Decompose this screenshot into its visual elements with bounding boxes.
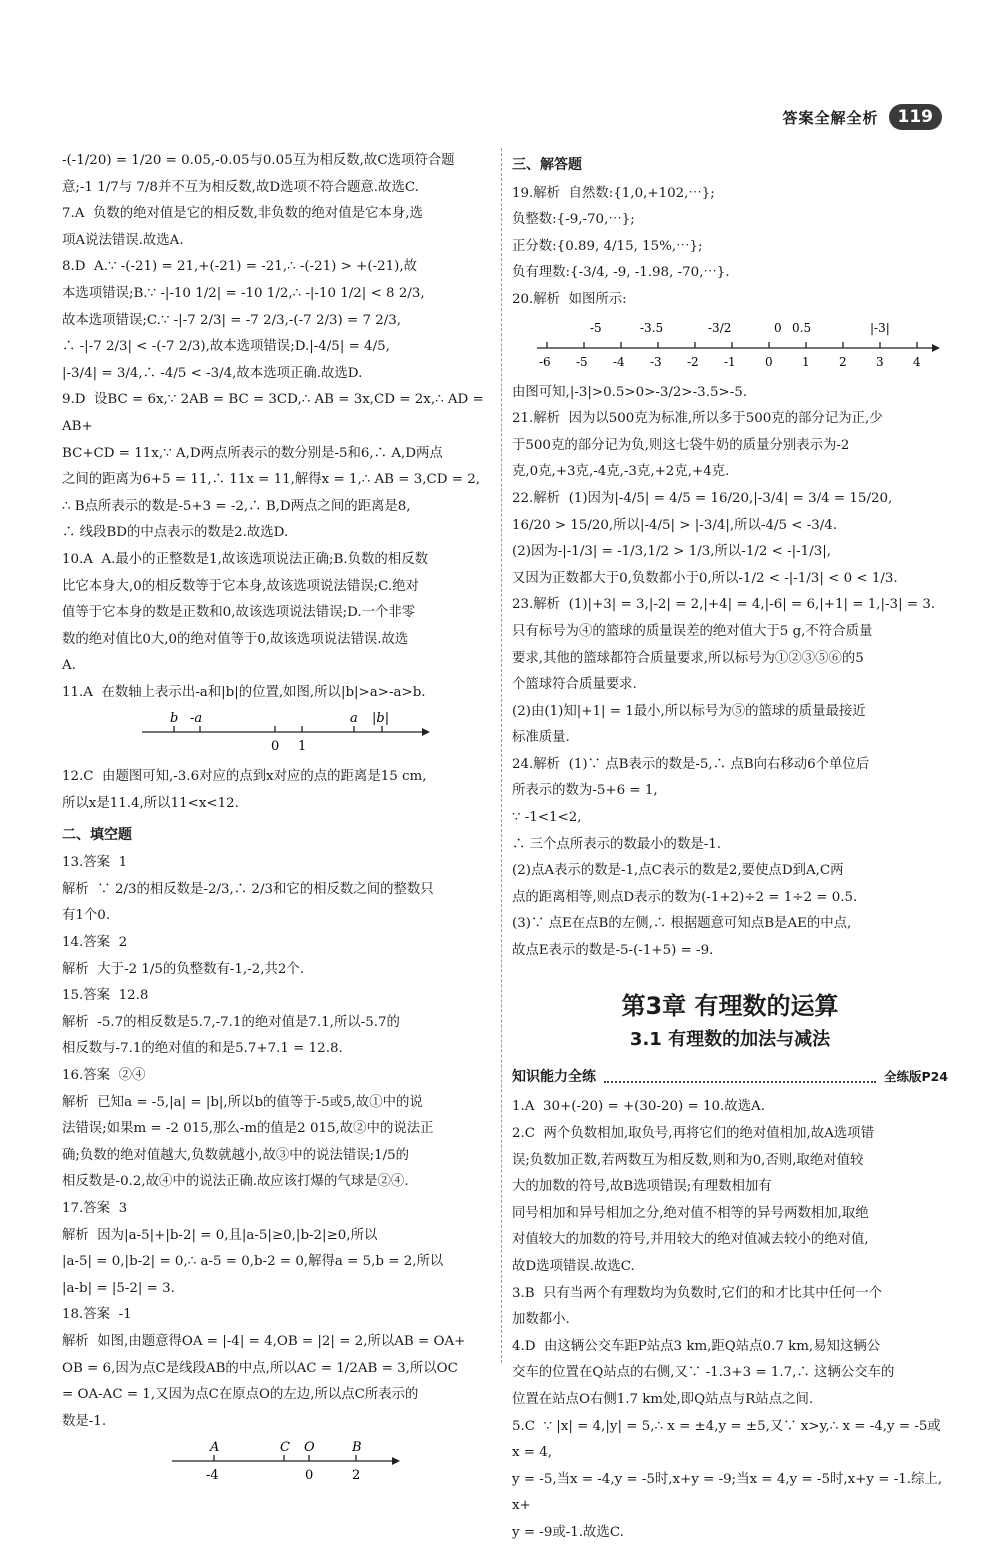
right-text-block-2 — [512, 380, 948, 965]
point-neg3-2: -3/2 — [708, 320, 732, 335]
text-line: 克,0克,+3克,-4克,-3克,+2克,+4克. — [512, 464, 730, 480]
text-line: 故点E表示的数是-5-(-1+5) = -9. — [512, 943, 714, 959]
page-header — [782, 104, 942, 130]
text-line: 12.C 由题图可知,-3.6对应的点到x对应的点的距离是15 cm, — [62, 769, 427, 785]
label-O: O — [304, 1440, 315, 1456]
tick-label: -3 — [650, 354, 662, 369]
text-line: 值等于它本身的数是正数和0,故该选项说法错误;D.一个非零 — [62, 605, 416, 621]
tick-label: -2 — [687, 354, 699, 369]
text-line: 故D选项错误.故选C. — [512, 1258, 635, 1274]
text-line: 相反数与-7.1的绝对值的和是5.7+7.1 = 12.8. — [62, 1041, 343, 1057]
text-line: = OA-AC = 1,又因为点C在原点O的左边,所以点C所表示的 — [62, 1387, 419, 1403]
column-divider — [501, 148, 502, 1363]
point-0: 0 — [774, 320, 782, 335]
text-line: 1.A 30+(-20) = +(30-20) = 10.故选A. — [512, 1099, 765, 1115]
text-line: 14.答案 2 — [62, 935, 128, 951]
text-line: 8.D A.∵ -(-21) = 21,+(-21) = -21,∴ -(-21) > +(-21),故 — [62, 259, 418, 275]
text-line: 2.C 两个负数相加,取负号,再将它们的绝对值相加,故A选项错 — [512, 1126, 874, 1141]
text-line: 21.解析 因为以500克为标准,所以多于500克的部分记为正,少 — [512, 411, 883, 427]
right-text-block-1 — [512, 181, 948, 314]
number-line-figure-11 — [62, 710, 492, 758]
text-line: 解析 大于-2 1/5的负整数有-1,-2,共2个. — [62, 961, 305, 977]
text-line: 对值较大的加数的符号,并用较大的绝对值减去较小的绝对值, — [512, 1232, 869, 1248]
tick-label: -4 — [613, 354, 625, 369]
text-line: 16/20 > 15/20,所以|-4/5| > |-3/4|,所以-4/5 < -3/4. — [512, 517, 838, 533]
subsection-title: 3.1 有理数的加法与减法 — [629, 1029, 831, 1051]
text-line: BC+CD = 11x,∵ A,D两点所表示的数分别是-5和6,∴ A,D两点 — [62, 445, 443, 461]
knowledge-ref: 全练版P24 — [883, 1068, 948, 1084]
tick-0: 0 — [271, 739, 280, 755]
text-line: 加数都小. — [512, 1312, 570, 1328]
text-line: 5.C ∵ |x| = 4,|y| = 5,∴ x = ±4,y = ±5,又∵ x>y,∴ x = -4,y = -5或x = 4, — [512, 1418, 941, 1461]
tick-0: 0 — [305, 1468, 314, 1484]
text-line: 本选项错误;B.∵ -|-10 1/2| = -10 1/2,∴ -|-10 1/2| < 8 2/3, — [62, 285, 425, 301]
tick-label: -6 — [539, 354, 551, 369]
text-line: 又因为正数都大于0,负数都小于0,所以-1/2 < -|-1/3| < 0 < 1/3. — [512, 570, 898, 586]
right-column — [512, 148, 948, 1547]
tick-1: 1 — [298, 739, 307, 755]
text-line: 位置在站点O右侧1.7 km处,即Q站点与R站点之间. — [512, 1391, 814, 1407]
left-column — [62, 148, 492, 1493]
text-line: 只有标号为④的篮球的质量误差的绝对值大于5 g,不符合质量 — [512, 623, 873, 639]
left-text-block-2 — [62, 764, 492, 817]
tick-label: 1 — [802, 354, 810, 369]
text-line: 7.A 负数的绝对值是它的相反数,非负数的绝对值是它本身,选 — [62, 206, 423, 222]
label-A: A — [210, 1440, 220, 1456]
label-C: C — [280, 1440, 290, 1456]
text-line: 于500克的部分记为负,则这七袋牛奶的质量分别表示为-2 — [512, 437, 850, 453]
text-line: 故本选项错误;C.∵ -|-7 2/3| = -7 2/3,-(-7 2/3) = 7 2/3, — [62, 312, 402, 328]
text-line: 负整数:{-9,-70,⋯}; — [512, 212, 635, 228]
text-line: 3.B 只有当两个有理数均为负数时,它们的和才比其中任何一个 — [512, 1285, 883, 1301]
tick-label: 3 — [876, 354, 884, 369]
dotted-leader — [604, 1071, 876, 1083]
text-line: 15.答案 12.8 — [62, 988, 149, 1004]
text-line: ∴ B点所表示的数是-5+3 = -2,∴ B,D两点之间的距离是8, — [62, 498, 411, 514]
text-line: |a-5| = 0,|b-2| = 0,∴ a-5 = 0,b-2 = 0,解得a = 5,b = 2,所以 — [62, 1254, 444, 1270]
text-line: 误;负数加正数,若两数互为相反数,则和为0,否则,取绝对值较 — [512, 1152, 864, 1168]
label-abs-b: |b| — [372, 711, 390, 727]
text-line: 比它本身大,0的相反数等于它本身,故该选项说法错误;C.绝对 — [62, 578, 419, 594]
text-line: 解析 因为|a-5|+|b-2| = 0,且|a-5|≥0,|b-2|≥0,所以 — [62, 1227, 378, 1243]
section-solve-heading: 三、解答题 — [512, 157, 582, 173]
tick-label: -1 — [724, 354, 736, 369]
text-line: 有1个0. — [62, 908, 111, 924]
text-line: 要求,其他的篮球都符合质量要求,所以标号为①②③⑤⑥的5 — [512, 650, 864, 666]
text-line: 16.答案 ②④ — [62, 1068, 146, 1083]
left-text-block-1 — [62, 148, 492, 706]
text-line: 17.答案 3 — [62, 1200, 128, 1216]
knowledge-bar — [512, 1064, 948, 1091]
tick-label: 4 — [913, 354, 921, 369]
text-line: 10.A A.最小的正整数是1,故该选项说法正确;B.负数的相反数 — [62, 551, 428, 567]
text-line: 项A说法错误.故选A. — [62, 232, 184, 248]
text-line: 4.D 由这辆公交车距P站点3 km,距Q站点0.7 km,易知这辆公 — [512, 1338, 881, 1354]
text-line: 19.解析 自然数:{1,0,+102,⋯}; — [512, 185, 715, 201]
text-line: 24.解析 (1)∵ 点B表示的数是-5,∴ 点B向右移动6个单位后 — [512, 756, 870, 772]
text-line: 法错误;如果m = -2 015,那么-m的值是2 015,故②中的说法正 — [62, 1121, 434, 1137]
text-line: (2)点A表示的数是-1,点C表示的数是2,要使点D到A,C两 — [512, 863, 844, 879]
tick-label: 2 — [839, 354, 847, 369]
section-fill-blank-heading: 二、填空题 — [62, 826, 132, 843]
text-line: (2)因为-|-1/3| = -1/3,1/2 > 1/3,所以-1/2 < -|-1/3|, — [512, 544, 831, 560]
text-line: 由图可知,|-3|>0.5>0>-3/2>-3.5>-5. — [512, 384, 747, 400]
text-line: -(-1/20) = 1/20 = 0.05,-0.05与0.05互为相反数,故C选项符合题 — [62, 153, 455, 168]
text-line: ∴ 线段BD的中点表示的数是2.故选D. — [62, 525, 289, 541]
text-line: 同号相加和异号相加之分,绝对值不相等的异号两数相加,取绝 — [512, 1205, 869, 1221]
header-title: 答案全解全析 — [782, 108, 879, 127]
text-line: 所表示的数为-5+6 = 1, — [512, 783, 658, 799]
text-line: y = -5,当x = -4,y = -5时,x+y = -9;当x = 4,y = -5时,x+y = -1.综上,x+ — [512, 1471, 943, 1514]
number-line-figure-18 — [62, 1439, 492, 1487]
text-line: 之间的距离为6+5 = 11,∴ 11x = 11,解得x = 1,∴ AB = 3,CD = 2, — [62, 472, 481, 488]
label-B: B — [352, 1440, 362, 1456]
text-line: 相反数是-0.2,故④中的说法正确.故应该打爆的气球是②④. — [62, 1174, 409, 1190]
point-neg3-5: -3.5 — [640, 320, 664, 335]
number-line-figure-20 — [512, 318, 948, 374]
text-line: 大的加数的符号,故B选项错误;有理数相加有 — [512, 1179, 772, 1195]
text-line: 个篮球符合质量要求. — [512, 677, 637, 693]
text-line: 解析 -5.7的相反数是5.7,-7.1的绝对值是7.1,所以-5.7的 — [62, 1014, 400, 1030]
right-text-block-3 — [512, 1094, 948, 1546]
chapter-title: 第3章 有理数的运算 — [621, 991, 839, 1020]
text-line: OB = 6,因为点C是线段AB的中点,所以AC = 1/2AB = 3,所以OC — [62, 1360, 458, 1376]
text-line: ∴ 三个点所表示的数最小的数是-1. — [512, 836, 722, 852]
text-line: 解析 ∵ 2/3的相反数是-2/3,∴ 2/3和它的相反数之间的整数只 — [62, 881, 434, 897]
text-line: 解析 已知a = -5,|a| = |b|,所以b的值等于-5或5,故①中的说 — [62, 1094, 423, 1110]
tick-2: 2 — [352, 1468, 361, 1484]
text-line: 20.解析 如图所示: — [512, 291, 627, 307]
point-abs-neg3: |-3| — [870, 320, 890, 335]
text-line: 意;-1 1/7与 7/8并不互为相反数,故D选项不符合题意.故选C. — [62, 179, 419, 195]
tick-label: 0 — [765, 354, 773, 369]
text-line: (2)由(1)知|+1| = 1最小,所以标号为⑤的篮球的质量最接近 — [512, 703, 866, 719]
text-line: 点的距离相等,则点D表示的数为(-1+2)÷2 = 1÷2 = 0.5. — [512, 889, 858, 905]
left-text-block-3 — [62, 850, 492, 1435]
text-line: 交车的位置在Q站点的右侧,又∵ -1.3+3 = 1.7,∴ 这辆公交车的 — [512, 1365, 895, 1381]
point-0-5: 0.5 — [792, 320, 812, 335]
text-line: 23.解析 (1)|+3| = 3,|-2| = 2,|+4| = 4,|-6| = 6,|+1| = 1,|-3| = 3. — [512, 597, 936, 613]
text-line: 解析 如图,由题意得OA = |-4| = 4,OB = |2| = 2,所以AB = OA+ — [62, 1333, 466, 1349]
tick-label: -5 — [576, 354, 588, 369]
text-line: ∵ -1<1<2, — [512, 810, 582, 826]
label-b: b — [170, 711, 179, 727]
text-line: 负有理数:{-3/4, -9, -1.98, -70,⋯}. — [512, 265, 730, 281]
text-line: 11.A 在数轴上表示出-a和|b|的位置,如图,所以|b|>a>-a>b. — [62, 684, 426, 700]
text-line: y = -9或-1.故选C. — [512, 1524, 624, 1540]
text-line: 确;负数的绝对值越大,负数就越小,故③中的说法错误;1/5的 — [62, 1147, 410, 1163]
text-line: A. — [62, 658, 76, 674]
page-number-badge: 119 — [889, 104, 943, 130]
text-line: 所以x是11.4,所以11<x<12. — [62, 796, 239, 812]
text-line: 22.解析 (1)因为|-4/5| = 4/5 = 16/20,|-3/4| = 3/4 = 15/20, — [512, 490, 893, 506]
text-line: (3)∵ 点E在点B的左侧,∴ 根据题意可知点B是AE的中点, — [512, 916, 852, 932]
tick-neg4: -4 — [206, 1468, 219, 1484]
text-line: 数的绝对值比0大,0的绝对值等于0,故该选项说法错误.故选 — [62, 631, 409, 647]
knowledge-title: 知识能力全练 — [512, 1068, 596, 1085]
text-line: 9.D 设BC = 6x,∵ 2AB = BC = 3CD,∴ AB = 3x,CD = 2x,∴ AD = AB+ — [62, 392, 489, 434]
text-line: ∴ -|-7 2/3| < -(-7 2/3),故本选项错误;D.|-4/5| = 4/5, — [62, 339, 390, 355]
text-line: 正分数:{0.89, 4/15, 15%,⋯}; — [512, 238, 703, 254]
text-line: 标准质量. — [512, 730, 570, 746]
text-line: 13.答案 1 — [62, 855, 128, 871]
text-line: |-3/4| = 3/4,∴ -4/5 < -3/4,故本选项正确.故选D. — [62, 365, 363, 381]
label-neg-a: -a — [190, 711, 203, 727]
text-line: |a-b| = |5-2| = 3. — [62, 1280, 175, 1296]
label-a: a — [350, 711, 358, 727]
point-neg5: -5 — [590, 320, 602, 335]
text-line: 数是-1. — [62, 1413, 107, 1429]
text-line: 18.答案 -1 — [62, 1307, 132, 1323]
